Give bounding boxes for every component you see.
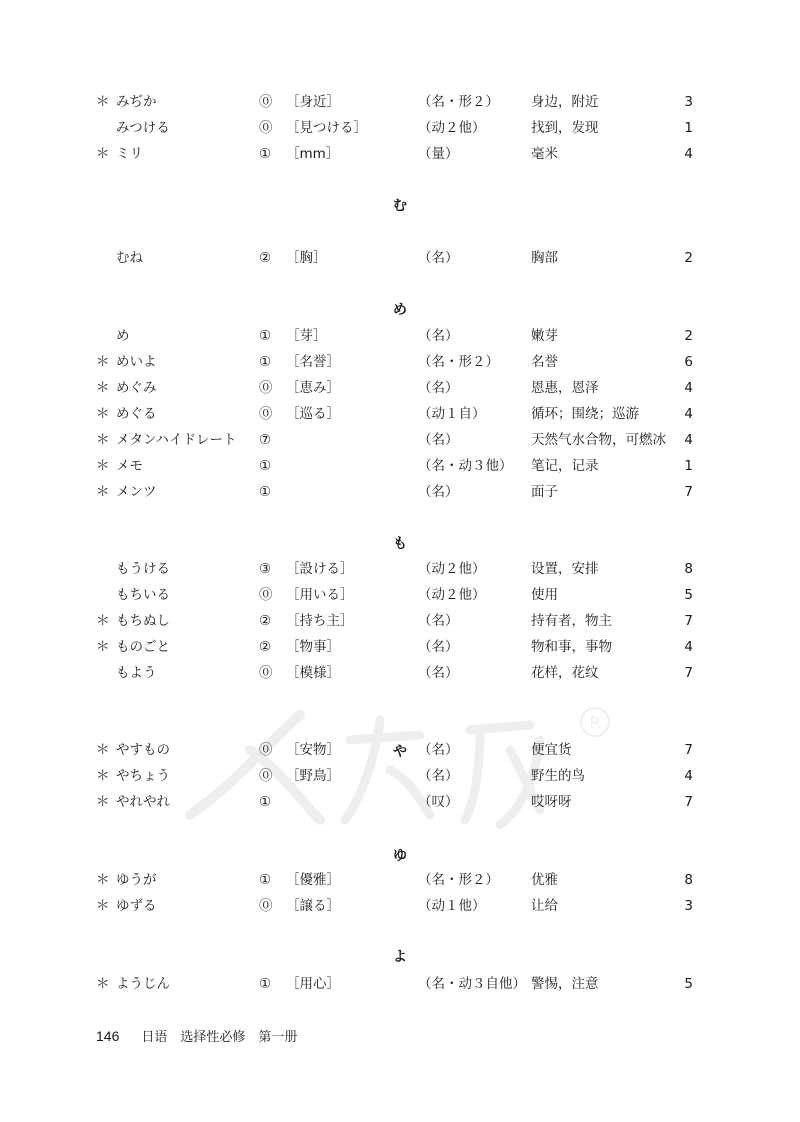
entry-reading: メンツ <box>116 484 157 500</box>
entry-accent: ② <box>259 250 272 266</box>
entry-part-of-speech: （名） <box>418 380 459 396</box>
entry-accent: ⓪ <box>259 120 273 136</box>
entry-meaning: 野生的鸟 <box>531 768 585 784</box>
entry-meaning: 笔记，记录 <box>531 458 599 474</box>
entry-reading: みつける <box>116 120 170 136</box>
entry-part-of-speech: （动１自） <box>418 406 486 422</box>
section-heading-mu: む <box>393 198 407 214</box>
entry-part-of-speech: （量） <box>418 146 459 162</box>
vocab-entry <box>0 556 800 582</box>
entry-accent: ② <box>259 639 272 655</box>
entry-part-of-speech: （名） <box>418 484 459 500</box>
entry-reading: ゆうが <box>116 872 157 888</box>
entry-lesson-number: 7 <box>684 665 693 681</box>
entry-meaning: 持有者，物主 <box>531 613 612 629</box>
entry-meaning: 名誉 <box>531 354 558 370</box>
vocab-entry <box>0 867 800 893</box>
entry-meaning: 哎呀呀 <box>531 794 572 810</box>
entry-accent: ⓪ <box>259 94 273 110</box>
entry-meaning: 物和事，事物 <box>531 639 612 655</box>
entry-lesson-number: 1 <box>684 458 693 474</box>
vocab-entry <box>0 323 800 349</box>
entry-part-of-speech: （名・动３他） <box>418 458 513 474</box>
entry-kanji: ［野鳥］ <box>286 768 340 784</box>
entry-meaning: 天然气水合物，可燃冰 <box>531 432 666 448</box>
vocab-entry <box>0 634 800 660</box>
entry-star-mark: ＊ <box>96 380 110 396</box>
entry-accent: ⑦ <box>259 432 272 448</box>
entry-lesson-number: 4 <box>684 639 693 655</box>
entry-star-mark: ＊ <box>96 432 110 448</box>
entry-reading: もよう <box>116 665 157 681</box>
entry-kanji: ［芽］ <box>286 328 327 344</box>
entry-reading: ようじん <box>116 976 170 992</box>
entry-part-of-speech: （动２他） <box>418 561 486 577</box>
entry-star-mark: ＊ <box>96 872 110 888</box>
entry-kanji: ［用いる］ <box>286 587 354 603</box>
entry-reading: め <box>116 328 130 344</box>
entry-reading: むね <box>116 250 143 266</box>
entry-accent: ⓪ <box>259 380 273 396</box>
vocab-entry <box>0 608 800 634</box>
entry-accent: ① <box>259 354 272 370</box>
vocab-entry <box>0 789 800 815</box>
entry-star-mark: ＊ <box>96 794 110 810</box>
entry-star-mark: ＊ <box>96 639 110 655</box>
entry-kanji: ［胸］ <box>286 250 327 266</box>
entry-meaning: 找到，发现 <box>531 120 599 136</box>
entry-lesson-number: 7 <box>684 794 693 810</box>
entry-star-mark: ＊ <box>96 94 110 110</box>
vocab-entry <box>0 479 800 505</box>
entry-lesson-number: 5 <box>684 587 693 603</box>
entry-lesson-number: 1 <box>684 120 693 136</box>
entry-lesson-number: 4 <box>684 768 693 784</box>
entry-star-mark: ＊ <box>96 406 110 422</box>
entry-kanji: ［巡る］ <box>286 406 340 422</box>
entry-reading: もちいる <box>116 587 170 603</box>
entry-meaning: 优雅 <box>531 872 558 888</box>
entry-reading: もちぬし <box>116 613 170 629</box>
entry-kanji: ［模様］ <box>286 665 340 681</box>
entry-part-of-speech: （名） <box>418 250 459 266</box>
entry-part-of-speech: （名・形２） <box>418 872 499 888</box>
vocab-entry <box>0 349 800 375</box>
entry-kanji: ［安物］ <box>286 742 340 758</box>
entry-lesson-number: 7 <box>684 484 693 500</box>
entry-reading: メタンハイドレート <box>116 432 237 448</box>
entry-lesson-number: 2 <box>684 250 693 266</box>
entry-star-mark: ＊ <box>96 458 110 474</box>
entry-lesson-number: 7 <box>684 742 693 758</box>
entry-accent: ① <box>259 976 272 992</box>
entry-accent: ⓪ <box>259 898 273 914</box>
entry-part-of-speech: （名） <box>418 328 459 344</box>
entry-reading: めぐみ <box>116 380 157 396</box>
entry-kanji: ［譲る］ <box>286 898 340 914</box>
entry-reading: ものごと <box>116 639 170 655</box>
entry-accent: ⓪ <box>259 768 273 784</box>
entry-accent: ① <box>259 794 272 810</box>
entry-part-of-speech: （名・动３自他） <box>418 976 526 992</box>
entry-meaning: 面子 <box>531 484 558 500</box>
entry-accent: ① <box>259 872 272 888</box>
vocab-entry <box>0 763 800 789</box>
vocab-entry <box>0 89 800 115</box>
entry-part-of-speech: （名・形２） <box>418 354 499 370</box>
entry-part-of-speech: （名） <box>418 639 459 655</box>
section-heading-yu: ゆ <box>393 848 407 864</box>
entry-star-mark: ＊ <box>96 742 110 758</box>
entry-kanji: ［mm］ <box>286 146 340 162</box>
vocab-entry <box>0 893 800 919</box>
entry-meaning: 嫩芽 <box>531 328 558 344</box>
entry-meaning: 花样，花纹 <box>531 665 599 681</box>
entry-meaning: 使用 <box>531 587 558 603</box>
page-footer <box>96 1026 297 1048</box>
entry-kanji: ［身近］ <box>286 94 340 110</box>
entry-star-mark: ＊ <box>96 976 110 992</box>
entry-meaning: 身边，附近 <box>531 94 599 110</box>
entry-lesson-number: 8 <box>684 872 693 888</box>
entry-lesson-number: 4 <box>684 432 693 448</box>
entry-accent: ② <box>259 613 272 629</box>
entry-star-mark: ＊ <box>96 354 110 370</box>
entry-part-of-speech: （名） <box>418 742 459 758</box>
vocab-entry <box>0 427 800 453</box>
entry-kanji: ［設ける］ <box>286 561 354 577</box>
entry-reading: やすもの <box>116 742 170 758</box>
entry-meaning: 毫米 <box>531 146 558 162</box>
entry-star-mark: ＊ <box>96 146 110 162</box>
entry-meaning: 循环；围绕；巡游 <box>531 406 639 422</box>
entry-part-of-speech: （名） <box>418 768 459 784</box>
entry-reading: ゆずる <box>116 898 157 914</box>
vocab-entry <box>0 582 800 608</box>
entry-star-mark: ＊ <box>96 613 110 629</box>
vocab-entry <box>0 660 800 686</box>
entry-meaning: 胸部 <box>531 250 558 266</box>
entry-lesson-number: 7 <box>684 613 693 629</box>
entry-lesson-number: 2 <box>684 328 693 344</box>
entry-lesson-number: 4 <box>684 146 693 162</box>
entry-meaning: 便宜货 <box>531 742 572 758</box>
vocab-entry <box>0 245 800 271</box>
vocab-entry <box>0 971 800 997</box>
entry-accent: ⓪ <box>259 406 273 422</box>
entry-reading: ミリ <box>116 146 143 162</box>
entry-accent: ① <box>259 458 272 474</box>
entry-accent: ① <box>259 146 272 162</box>
entry-star-mark: ＊ <box>96 484 110 500</box>
entry-reading: みぢか <box>116 94 157 110</box>
entry-reading: やれやれ <box>116 794 170 810</box>
entry-accent: ③ <box>259 561 272 577</box>
entry-reading: メモ <box>116 458 143 474</box>
section-heading-yo: よ <box>393 949 407 965</box>
svg-text:R: R <box>589 713 601 732</box>
page-number: 146 <box>96 1028 120 1044</box>
vocab-entry <box>0 737 800 763</box>
entry-accent: ⓪ <box>259 665 273 681</box>
vocab-entry <box>0 375 800 401</box>
entry-star-mark: ＊ <box>96 898 110 914</box>
entry-meaning: 恩惠，恩泽 <box>531 380 599 396</box>
entry-meaning: 警惕，注意 <box>531 976 599 992</box>
entry-kanji: ［優雅］ <box>286 872 340 888</box>
entry-part-of-speech: （名） <box>418 432 459 448</box>
entry-part-of-speech: （名） <box>418 613 459 629</box>
entry-reading: もうける <box>116 561 170 577</box>
entry-accent: ① <box>259 328 272 344</box>
section-heading-mo: も <box>393 536 407 552</box>
entry-part-of-speech: （叹） <box>418 794 459 810</box>
entry-kanji: ［見つける］ <box>286 120 367 136</box>
section-heading-ya: や <box>393 744 407 760</box>
vocab-entry <box>0 453 800 479</box>
entry-kanji: ［恵み］ <box>286 380 340 396</box>
entry-part-of-speech: （动１他） <box>418 898 486 914</box>
entry-kanji: ［物事］ <box>286 639 340 655</box>
vocab-entry <box>0 115 800 141</box>
entry-lesson-number: 6 <box>684 354 693 370</box>
entry-lesson-number: 5 <box>684 976 693 992</box>
entry-accent: ⓪ <box>259 742 273 758</box>
section-heading-me: め <box>393 302 407 318</box>
entry-meaning: 让给 <box>531 898 558 914</box>
entry-part-of-speech: （动２他） <box>418 587 486 603</box>
entry-accent: ⓪ <box>259 587 273 603</box>
book-title: 日语 选择性必修 第一册 <box>141 1030 298 1045</box>
entry-lesson-number: 3 <box>684 898 693 914</box>
entry-lesson-number: 4 <box>684 406 693 422</box>
entry-star-mark: ＊ <box>96 768 110 784</box>
vocab-entry <box>0 141 800 167</box>
entry-part-of-speech: （名・形２） <box>418 94 499 110</box>
entry-lesson-number: 8 <box>684 561 693 577</box>
entry-kanji: ［用心］ <box>286 976 340 992</box>
entry-reading: めぐる <box>116 406 157 422</box>
entry-lesson-number: 4 <box>684 380 693 396</box>
entry-reading: めいよ <box>116 354 157 370</box>
entry-part-of-speech: （动２他） <box>418 120 486 136</box>
entry-meaning: 设置，安排 <box>531 561 599 577</box>
entry-part-of-speech: （名） <box>418 665 459 681</box>
entry-accent: ① <box>259 484 272 500</box>
entry-lesson-number: 3 <box>684 94 693 110</box>
entry-kanji: ［名誉］ <box>286 354 340 370</box>
entry-kanji: ［持ち主］ <box>286 613 354 629</box>
vocab-entry <box>0 401 800 427</box>
entry-reading: やちょう <box>116 768 170 784</box>
